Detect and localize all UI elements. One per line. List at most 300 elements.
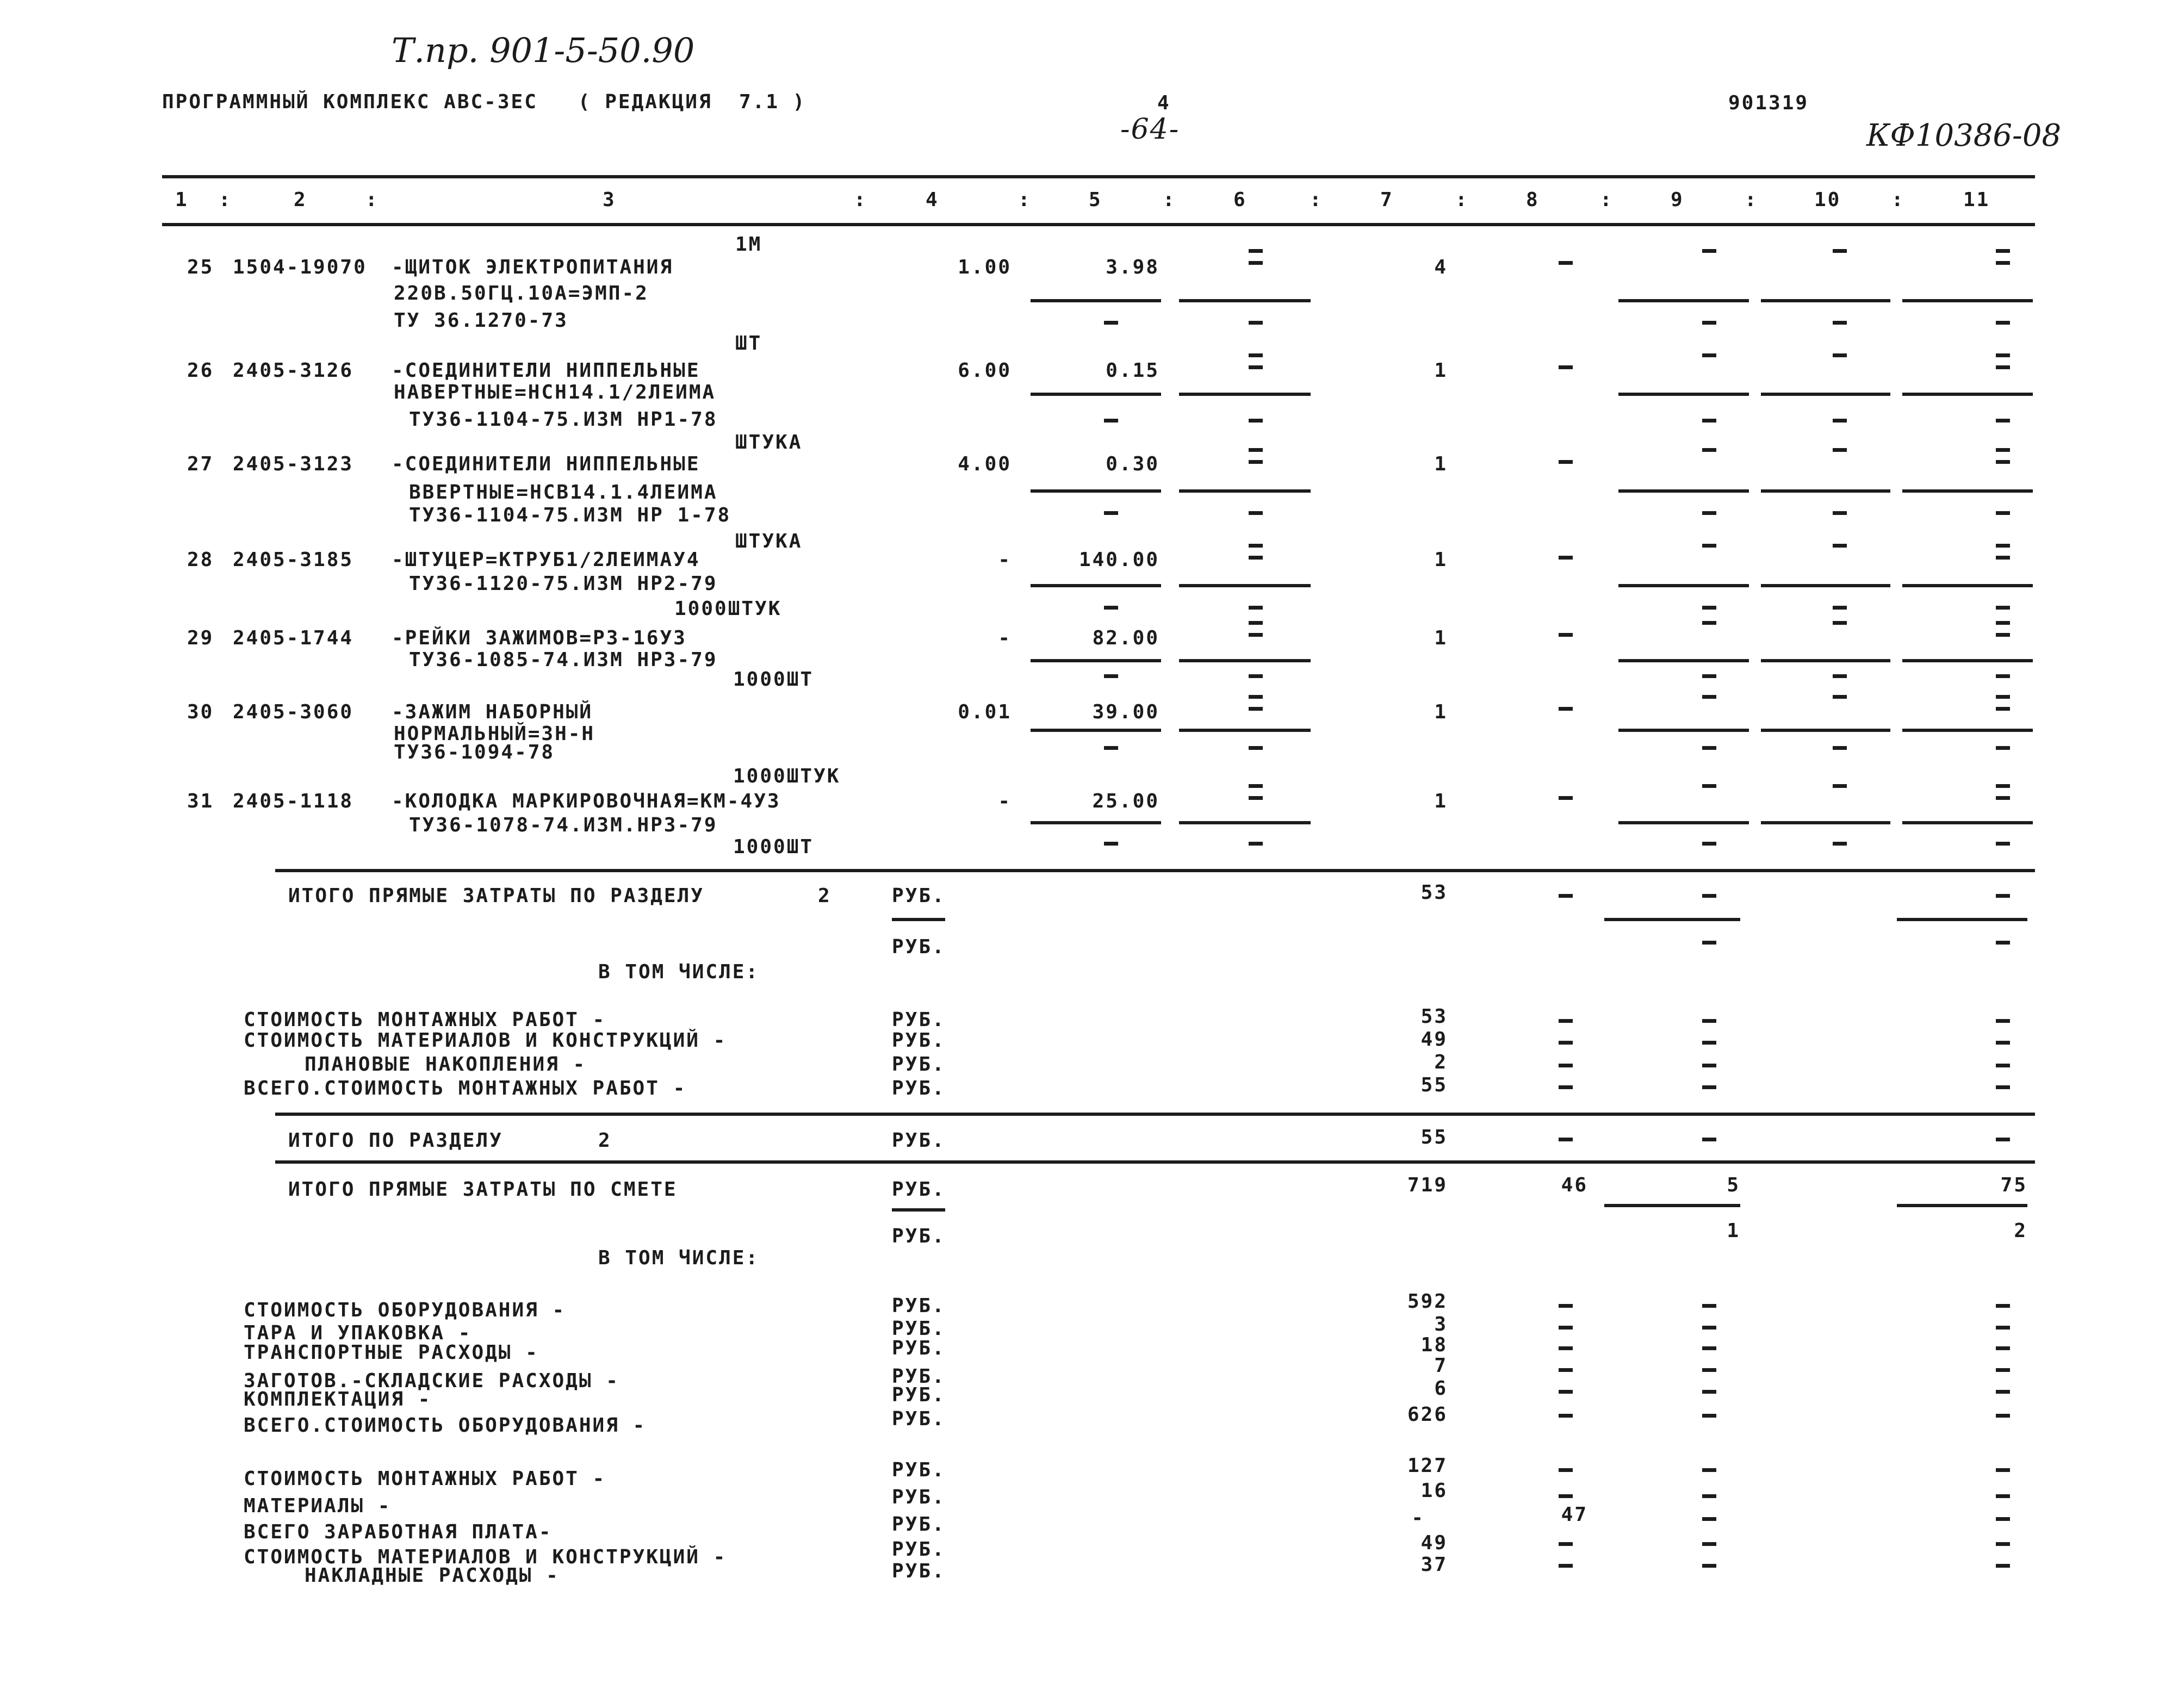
empty-cell-dash bbox=[1702, 544, 1716, 548]
col-7: 7 bbox=[1380, 189, 1394, 211]
empty-cell-dash bbox=[1702, 784, 1716, 788]
section-sum-rule bbox=[275, 1113, 2035, 1116]
breakdown-value: 2 bbox=[1434, 1051, 1448, 1073]
empty-cell-dash bbox=[1833, 695, 1847, 699]
empty-cell-dash bbox=[1996, 249, 2010, 253]
breakdown-rub: РУБ. bbox=[892, 1513, 946, 1536]
section-sum-label: ИТОГО ПО РАЗДЕЛУ bbox=[288, 1129, 503, 1152]
row-description: ВВЕРТНЫЕ=НСВ14.1.4ЛЕИМА bbox=[409, 481, 718, 504]
empty-cell-dash bbox=[1702, 1390, 1716, 1394]
col-3: 3 bbox=[603, 189, 616, 211]
row-unit: 1000ШТ bbox=[733, 836, 814, 858]
empty-cell-dash bbox=[1996, 1064, 2010, 1067]
empty-cell-dash bbox=[1702, 1346, 1716, 1350]
empty-cell-dash bbox=[1104, 674, 1118, 678]
breakdown-col8: 47 bbox=[1561, 1504, 1588, 1526]
col-sep: : bbox=[1891, 189, 1905, 211]
col-sep: : bbox=[1018, 189, 1032, 211]
row-number: 28 bbox=[187, 549, 214, 571]
empty-cell-dash bbox=[1996, 1085, 2010, 1089]
empty-cell-dash bbox=[1702, 842, 1716, 846]
empty-cell-dash bbox=[1702, 1542, 1716, 1546]
breakdown-rub: РУБ. bbox=[892, 1365, 946, 1388]
section-total-label: ИТОГО ПРЯМЫЕ ЗАТРАТЫ ПО РАЗДЕЛУ bbox=[288, 885, 704, 907]
section-rule bbox=[275, 869, 2035, 872]
in-that-number-heading-2: В ТОМ ЧИСЛЕ: bbox=[598, 1247, 760, 1269]
cell-underline bbox=[1031, 489, 1161, 493]
row-description: НОРМАЛЬНЫЙ=ЗН-Н bbox=[394, 723, 595, 745]
empty-cell-dash bbox=[1249, 365, 1263, 369]
breakdown-value: 49 bbox=[1420, 1028, 1448, 1051]
section-sum-rule-bottom bbox=[275, 1160, 2035, 1164]
cell-underline bbox=[1618, 821, 1749, 824]
empty-cell-dash bbox=[1996, 1019, 2010, 1023]
empty-cell-dash bbox=[1996, 1368, 2010, 1372]
empty-cell-dash bbox=[1559, 1019, 1573, 1023]
estimate-total-col11b: 2 bbox=[2014, 1220, 2027, 1242]
col-sep: : bbox=[1600, 189, 1614, 211]
empty-cell-dash bbox=[1249, 633, 1263, 637]
row-col7: 1 bbox=[1434, 359, 1448, 382]
empty-cell-dash bbox=[1996, 1468, 2010, 1472]
page-number: 4 bbox=[1157, 92, 1171, 114]
empty-cell-dash bbox=[1559, 1064, 1573, 1067]
col-sep: : bbox=[854, 189, 867, 211]
breakdown-label: ВСЕГО.СТОИМОСТЬ ОБОРУДОВАНИЯ - bbox=[244, 1414, 647, 1437]
breakdown-label: СТОИМОСТЬ МОНТАЖНЫХ РАБОТ - bbox=[244, 1009, 606, 1031]
empty-cell-dash bbox=[1996, 894, 2010, 898]
empty-cell-dash bbox=[1559, 1390, 1573, 1394]
empty-cell-dash bbox=[1249, 842, 1263, 846]
cell-underline bbox=[1618, 659, 1749, 662]
breakdown-value: 18 bbox=[1420, 1334, 1448, 1356]
row-description: ТУ36-1104-75.ИЗМ НР 1-78 bbox=[409, 504, 731, 526]
row-description: -РЕЙКИ ЗАЖИМОВ=РЗ-16УЗ bbox=[392, 627, 687, 649]
cell-underline bbox=[1761, 659, 1890, 662]
row-code: 2405-3185 bbox=[233, 549, 354, 571]
row-col4: 4.00 bbox=[958, 453, 1012, 475]
empty-cell-dash bbox=[1833, 321, 1847, 325]
header-rule-bottom bbox=[162, 223, 2035, 226]
row-code: 2405-3123 bbox=[233, 453, 354, 475]
empty-cell-dash bbox=[1702, 249, 1716, 253]
cell-underline bbox=[1618, 299, 1749, 302]
empty-cell-dash bbox=[1702, 1368, 1716, 1372]
row-col7: 1 bbox=[1434, 701, 1448, 723]
row-number: 26 bbox=[187, 359, 214, 382]
col-10: 10 bbox=[1814, 189, 1841, 211]
empty-cell-dash bbox=[1559, 1304, 1573, 1308]
empty-cell-dash bbox=[1104, 746, 1118, 750]
cell-underline bbox=[1761, 489, 1890, 493]
empty-cell-dash bbox=[1104, 842, 1118, 846]
section-total-value: 53 bbox=[1420, 881, 1448, 904]
empty-cell-dash bbox=[1559, 1368, 1573, 1372]
row-code: 2405-3126 bbox=[233, 359, 354, 382]
empty-cell-dash bbox=[1249, 796, 1263, 800]
row-description: -КОЛОДКА МАРКИРОВОЧНАЯ=КМ-4УЗ bbox=[392, 790, 781, 812]
empty-cell-dash bbox=[1702, 606, 1716, 610]
row-number: 25 bbox=[187, 256, 214, 278]
breakdown-value: 53 bbox=[1420, 1005, 1448, 1028]
row-number: 30 bbox=[187, 701, 214, 723]
empty-cell-dash bbox=[1996, 707, 2010, 711]
empty-cell-dash bbox=[1559, 1494, 1573, 1498]
empty-cell-dash bbox=[1249, 261, 1263, 265]
document-number: 901319 bbox=[1728, 92, 1809, 114]
empty-cell-dash bbox=[1702, 1414, 1716, 1418]
breakdown-value: 16 bbox=[1420, 1480, 1448, 1502]
empty-cell-dash bbox=[1559, 1085, 1573, 1089]
empty-cell-dash bbox=[1559, 1564, 1573, 1568]
empty-cell-dash bbox=[1996, 353, 2010, 357]
row-unit: ШТУКА bbox=[735, 530, 803, 552]
in-that-number-heading: В ТОМ ЧИСЛЕ: bbox=[598, 961, 760, 983]
empty-cell-dash bbox=[1104, 606, 1118, 610]
breakdown-label: ВСЕГО ЗАРАБОТНАЯ ПЛАТА- bbox=[244, 1521, 553, 1543]
row-number: 31 bbox=[187, 790, 214, 812]
empty-cell-dash bbox=[1702, 511, 1716, 515]
empty-cell-dash bbox=[1996, 784, 2010, 788]
cell-underline bbox=[1031, 821, 1161, 824]
breakdown-rub: РУБ. bbox=[892, 1295, 946, 1317]
row-col4: 6.00 bbox=[958, 359, 1012, 382]
cell-underline bbox=[1897, 918, 2027, 921]
empty-cell-dash bbox=[1996, 321, 2010, 325]
row-number: 27 bbox=[187, 453, 214, 475]
empty-cell-dash bbox=[1559, 365, 1573, 369]
cell-underline bbox=[1761, 584, 1890, 587]
row-description: ТУ36-1078-74.ИЗМ.НР3-79 bbox=[409, 814, 718, 836]
empty-cell-dash bbox=[1996, 1494, 2010, 1498]
program-title: ПРОГРАММНЫЙ КОМПЛЕКС АВС-ЗЕС ( РЕДАКЦИЯ 7.1 ) bbox=[162, 91, 806, 113]
cell-underline bbox=[1902, 489, 2033, 493]
breakdown-value: 592 bbox=[1407, 1290, 1448, 1313]
row-unit: ШТУКА bbox=[735, 431, 803, 454]
header-rule-top bbox=[162, 175, 2035, 178]
empty-cell-dash bbox=[1559, 894, 1573, 898]
breakdown-rub: РУБ. bbox=[892, 1408, 946, 1430]
empty-cell-dash bbox=[1702, 419, 1716, 423]
col-6: 6 bbox=[1233, 189, 1247, 211]
empty-cell-dash bbox=[1996, 365, 2010, 369]
empty-cell-dash bbox=[1996, 633, 2010, 637]
row-description: ТУ36-1094-78 bbox=[394, 741, 555, 763]
empty-cell-dash bbox=[1249, 707, 1263, 711]
row-col4: - bbox=[998, 549, 1012, 571]
row-col7: 1 bbox=[1434, 549, 1448, 571]
empty-cell-dash bbox=[1249, 695, 1263, 699]
empty-cell-dash bbox=[1559, 1138, 1573, 1141]
cell-underline bbox=[1618, 489, 1749, 493]
col-sep: : bbox=[1455, 189, 1469, 211]
breakdown-rub: РУБ. bbox=[892, 1486, 946, 1508]
estimate-total-rub2: РУБ. bbox=[892, 1225, 946, 1247]
cell-underline bbox=[1031, 659, 1161, 662]
breakdown-rub: РУБ. bbox=[892, 1384, 946, 1406]
row-col5: 39.00 bbox=[1092, 701, 1159, 723]
empty-cell-dash bbox=[1249, 249, 1263, 253]
cell-underline bbox=[1179, 584, 1311, 587]
empty-cell-dash bbox=[1702, 1041, 1716, 1045]
cell-underline bbox=[1618, 729, 1749, 732]
empty-cell-dash bbox=[1702, 746, 1716, 750]
estimate-total-rub: РУБ. bbox=[892, 1178, 946, 1201]
empty-cell-dash bbox=[1996, 606, 2010, 610]
empty-cell-dash bbox=[1702, 353, 1716, 357]
cell-underline bbox=[1604, 918, 1740, 921]
estimate-total-col9: 5 bbox=[1727, 1174, 1740, 1196]
estimate-total-col8: 46 bbox=[1561, 1174, 1588, 1196]
empty-cell-dash bbox=[1996, 261, 2010, 265]
row-description: -СОЕДИНИТЕЛИ НИППЕЛЬНЫЕ bbox=[392, 453, 700, 475]
breakdown-label: ЗАГОТОВ.-СКЛАДСКИЕ РАСХОДЫ - bbox=[244, 1370, 619, 1392]
empty-cell-dash bbox=[1996, 448, 2010, 452]
empty-cell-dash bbox=[1559, 1468, 1573, 1472]
breakdown-label: СТОИМОСТЬ МАТЕРИАЛОВ И КОНСТРУКЦИЙ - bbox=[244, 1546, 727, 1568]
cell-underline bbox=[1761, 299, 1890, 302]
cell-underline bbox=[1179, 821, 1311, 824]
row-description: ТУ 36.1270-73 bbox=[394, 309, 568, 332]
col-sep: : bbox=[1310, 189, 1323, 211]
breakdown-rub: РУБ. bbox=[892, 1337, 946, 1359]
row-col5: 3.98 bbox=[1106, 256, 1159, 278]
col-4: 4 bbox=[926, 189, 939, 211]
cell-underline bbox=[1179, 393, 1311, 396]
empty-cell-dash bbox=[1559, 633, 1573, 637]
empty-cell-dash bbox=[1833, 448, 1847, 452]
empty-cell-dash bbox=[1702, 448, 1716, 452]
empty-cell-dash bbox=[1104, 321, 1118, 325]
cell-underline bbox=[1179, 729, 1311, 732]
estimate-total-label: ИТОГО ПРЯМЫЕ ЗАТРАТЫ ПО СМЕТЕ bbox=[288, 1178, 678, 1201]
row-col7: 1 bbox=[1434, 627, 1448, 649]
empty-cell-dash bbox=[1833, 544, 1847, 548]
cell-underline bbox=[1179, 659, 1311, 662]
empty-cell-dash bbox=[1249, 606, 1263, 610]
col-11: 11 bbox=[1963, 189, 1990, 211]
empty-cell-dash bbox=[1996, 1517, 2010, 1521]
row-number: 29 bbox=[187, 627, 214, 649]
row-col7: 4 bbox=[1434, 256, 1448, 278]
empty-cell-dash bbox=[1702, 1326, 1716, 1330]
cell-underline bbox=[1031, 299, 1161, 302]
empty-cell-dash bbox=[1559, 1542, 1573, 1546]
row-description: ТУ36-1120-75.ИЗМ НР2-79 bbox=[409, 573, 718, 595]
empty-cell-dash bbox=[1833, 784, 1847, 788]
cell-underline bbox=[1761, 393, 1890, 396]
row-code: 1504-19070 bbox=[233, 256, 367, 278]
row-col4: - bbox=[998, 790, 1012, 812]
breakdown-label: СТОИМОСТЬ МОНТАЖНЫХ РАБОТ - bbox=[244, 1468, 606, 1490]
row-description: НАВЕРТНЫЕ=НСН14.1/2ЛЕИМА bbox=[394, 381, 716, 403]
cell-underline bbox=[1902, 729, 2033, 732]
breakdown-label: ТАРА И УПАКОВКА - bbox=[244, 1322, 472, 1344]
row-description: ТУ36-1104-75.ИЗМ НР1-78 bbox=[409, 408, 718, 431]
cell-underline bbox=[1031, 584, 1161, 587]
row-code: 2405-3060 bbox=[233, 701, 354, 723]
empty-cell-dash bbox=[1996, 1041, 2010, 1045]
empty-cell-dash bbox=[1702, 1085, 1716, 1089]
empty-cell-dash bbox=[1702, 1494, 1716, 1498]
empty-cell-dash bbox=[1249, 321, 1263, 325]
row-unit: 1000ШТУК bbox=[733, 765, 841, 787]
empty-cell-dash bbox=[1833, 419, 1847, 423]
row-description: ТУ36-1085-74.ИЗМ НР3-79 bbox=[409, 649, 718, 671]
row-col4: - bbox=[998, 627, 1012, 649]
cell-underline bbox=[1761, 821, 1890, 824]
empty-cell-dash bbox=[1996, 460, 2010, 464]
section-total-rub: РУБ. bbox=[892, 885, 946, 907]
empty-cell-dash bbox=[1996, 1542, 2010, 1546]
empty-cell-dash bbox=[1559, 556, 1573, 560]
empty-cell-dash bbox=[1996, 556, 2010, 560]
empty-cell-dash bbox=[1996, 1346, 2010, 1350]
empty-cell-dash bbox=[1833, 621, 1847, 625]
cell-underline bbox=[1618, 584, 1749, 587]
col-1: 1 bbox=[175, 189, 189, 211]
empty-cell-dash bbox=[1249, 746, 1263, 750]
empty-cell-dash bbox=[1833, 674, 1847, 678]
empty-cell-dash bbox=[1996, 842, 2010, 846]
page-number-handwritten: -64- bbox=[1120, 113, 1180, 146]
estimate-total-col7: 719 bbox=[1407, 1174, 1448, 1196]
empty-cell-dash bbox=[1249, 419, 1263, 423]
empty-cell-dash bbox=[1996, 695, 2010, 699]
empty-cell-dash bbox=[1996, 1304, 2010, 1308]
empty-cell-dash bbox=[1249, 674, 1263, 678]
section-sum-value: 55 bbox=[1420, 1126, 1448, 1148]
empty-cell-dash bbox=[1996, 1138, 2010, 1141]
empty-cell-dash bbox=[1249, 544, 1263, 548]
breakdown-rub: РУБ. bbox=[892, 1077, 946, 1100]
empty-cell-dash bbox=[1996, 796, 2010, 800]
empty-cell-dash bbox=[1249, 353, 1263, 357]
breakdown-rub: РУБ. bbox=[892, 1029, 946, 1052]
rub-underline bbox=[892, 1208, 945, 1212]
row-description: -ЗАЖИМ НАБОРНЫЙ bbox=[392, 701, 593, 723]
empty-cell-dash bbox=[1249, 784, 1263, 788]
empty-cell-dash bbox=[1996, 1326, 2010, 1330]
empty-cell-dash bbox=[1559, 1326, 1573, 1330]
cell-underline bbox=[1179, 489, 1311, 493]
empty-cell-dash bbox=[1702, 941, 1716, 945]
breakdown-rub: РУБ. bbox=[892, 1538, 946, 1561]
empty-cell-dash bbox=[1833, 842, 1847, 846]
breakdown-label: СТОИМОСТЬ ОБОРУДОВАНИЯ - bbox=[244, 1299, 566, 1321]
breakdown-rub: РУБ. bbox=[892, 1053, 946, 1076]
breakdown-label: КОМПЛЕКТАЦИЯ - bbox=[244, 1388, 432, 1411]
row-description: -ШТУЦЕР=КТРУБ1/2ЛЕИМАУ4 bbox=[392, 549, 700, 571]
empty-cell-dash bbox=[1559, 261, 1573, 265]
empty-cell-dash bbox=[1996, 1414, 2010, 1418]
col-5: 5 bbox=[1089, 189, 1102, 211]
row-code: 2405-1118 bbox=[233, 790, 354, 812]
col-sep: : bbox=[1745, 189, 1758, 211]
empty-cell-dash bbox=[1249, 621, 1263, 625]
col-9: 9 bbox=[1671, 189, 1684, 211]
breakdown-value: - bbox=[1411, 1507, 1425, 1529]
empty-cell-dash bbox=[1833, 249, 1847, 253]
cell-underline bbox=[1761, 729, 1890, 732]
empty-cell-dash bbox=[1702, 1138, 1716, 1141]
cell-underline bbox=[1902, 659, 2033, 662]
col-sep: : bbox=[365, 189, 379, 211]
empty-cell-dash bbox=[1702, 894, 1716, 898]
row-col4: 0.01 bbox=[958, 701, 1012, 723]
empty-cell-dash bbox=[1996, 941, 2010, 945]
empty-cell-dash bbox=[1702, 1564, 1716, 1568]
row-col5: 0.15 bbox=[1106, 359, 1159, 382]
row-description: -СОЕДИНИТЕЛИ НИППЕЛЬНЫЕ bbox=[392, 359, 700, 382]
empty-cell-dash bbox=[1996, 544, 2010, 548]
cell-underline bbox=[1902, 821, 2033, 824]
section-sum-number: 2 bbox=[598, 1129, 612, 1152]
empty-cell-dash bbox=[1702, 621, 1716, 625]
col-sep: : bbox=[1163, 189, 1176, 211]
empty-cell-dash bbox=[1702, 321, 1716, 325]
empty-cell-dash bbox=[1702, 674, 1716, 678]
breakdown-rub: РУБ. bbox=[892, 1009, 946, 1031]
breakdown-value: 626 bbox=[1407, 1403, 1448, 1426]
row-description: -ЩИТОК ЭЛЕКТРОПИТАНИЯ bbox=[392, 256, 674, 278]
breakdown-label: СТОИМОСТЬ МАТЕРИАЛОВ И КОНСТРУКЦИЙ - bbox=[244, 1029, 727, 1052]
empty-cell-dash bbox=[1702, 695, 1716, 699]
breakdown-label: ВСЕГО.СТОИМОСТЬ МОНТАЖНЫХ РАБОТ - bbox=[244, 1077, 687, 1100]
empty-cell-dash bbox=[1559, 460, 1573, 464]
breakdown-value: 6 bbox=[1434, 1377, 1448, 1400]
breakdown-value: 127 bbox=[1407, 1455, 1448, 1477]
empty-cell-dash bbox=[1833, 746, 1847, 750]
breakdown-value: 55 bbox=[1420, 1074, 1448, 1096]
col-sep: : bbox=[219, 189, 232, 211]
row-col5: 25.00 bbox=[1092, 790, 1159, 812]
row-unit: ШТ bbox=[735, 332, 762, 355]
row-description: 220В.50ГЦ.10А=ЭМП-2 bbox=[394, 282, 649, 305]
empty-cell-dash bbox=[1996, 1564, 2010, 1568]
empty-cell-dash bbox=[1249, 556, 1263, 560]
row-col4: 1.00 bbox=[958, 256, 1012, 278]
document-code-handwritten: КФ10386-08 bbox=[1866, 118, 2062, 153]
col-2: 2 bbox=[294, 189, 307, 211]
section-sum-rub: РУБ. bbox=[892, 1129, 946, 1152]
empty-cell-dash bbox=[1559, 1346, 1573, 1350]
col11-underline bbox=[1897, 1204, 2027, 1207]
empty-cell-dash bbox=[1833, 606, 1847, 610]
col-8: 8 bbox=[1526, 189, 1540, 211]
empty-cell-dash bbox=[1996, 674, 2010, 678]
handwritten-reference: Т.пр. 901-5-50.90 bbox=[392, 30, 695, 70]
empty-cell-dash bbox=[1559, 1041, 1573, 1045]
estimate-total-col11: 75 bbox=[2000, 1174, 2027, 1196]
cell-underline bbox=[1031, 729, 1161, 732]
empty-cell-dash bbox=[1833, 511, 1847, 515]
cell-underline bbox=[1902, 584, 2033, 587]
row-unit: 1000ШТУК bbox=[674, 598, 782, 620]
empty-cell-dash bbox=[1559, 1414, 1573, 1418]
row-unit: 1М bbox=[735, 233, 762, 256]
empty-cell-dash bbox=[1996, 419, 2010, 423]
breakdown-value: 37 bbox=[1420, 1554, 1448, 1576]
empty-cell-dash bbox=[1702, 1019, 1716, 1023]
empty-cell-dash bbox=[1249, 460, 1263, 464]
cell-underline bbox=[1618, 393, 1749, 396]
empty-cell-dash bbox=[1702, 1064, 1716, 1067]
col9-underline bbox=[1604, 1204, 1740, 1207]
row-col5: 140.00 bbox=[1078, 549, 1159, 571]
cell-underline bbox=[1031, 393, 1161, 396]
breakdown-value: 3 bbox=[1434, 1313, 1448, 1335]
